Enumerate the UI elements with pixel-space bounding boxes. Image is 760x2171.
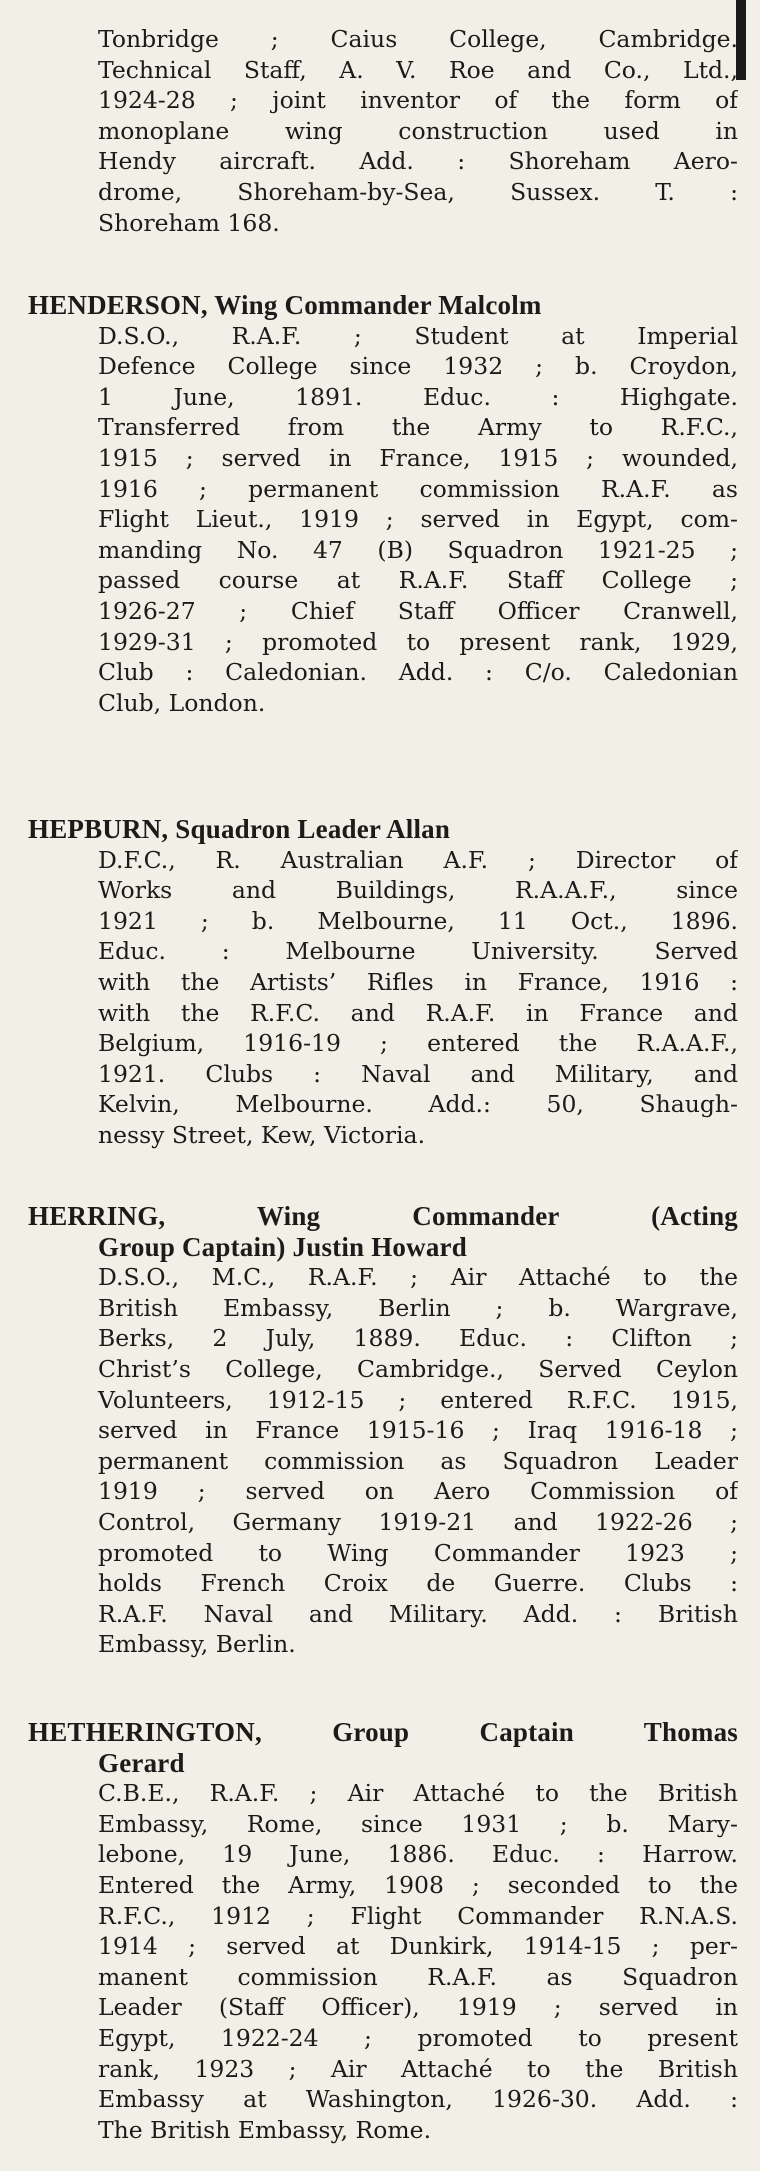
entry-line: Belgium, 1916-19 ; entered the R.A.A.F., <box>98 1029 738 1058</box>
entry-heading: HENDERSON, Wing Commander Malcolm <box>28 290 542 320</box>
entry-line: Christ’s College, Cambridge., Served Ceylon <box>98 1354 738 1383</box>
entry-line: with the Artists’ Rifles in France, 1916 : <box>98 967 738 996</box>
entry-heading-continued: Group Captain) Justin Howard <box>98 1231 467 1262</box>
entry-line: Transferred from the Army to R.F.C., <box>98 413 738 442</box>
entry-hetherington <box>28 1717 738 2145</box>
entry-line: drome, Shoreham-by-Sea, Sussex. T. : <box>98 177 738 206</box>
entry-line: Shoreham 168. <box>98 208 280 237</box>
entry-line: Egypt, 1922-24 ; promoted to present <box>98 2023 738 2052</box>
entry-line: D.F.C., R. Australian A.F. ; Director of <box>98 845 738 874</box>
entry-line: Technical Staff, A. V. Roe and Co., Ltd., <box>98 55 738 84</box>
entry-line: 1919 ; served on Aero Commission of <box>98 1477 738 1506</box>
entry-line: 1 June, 1891. Educ. : Highgate. <box>98 382 738 411</box>
directory-page <box>28 0 746 2171</box>
entry-line: Berks, 2 July, 1889. Educ. : Clifton ; <box>98 1324 738 1353</box>
entry-line: Control, Germany 1919-21 and 1922-26 ; <box>98 1507 738 1536</box>
entry-line: D.S.O., M.C., R.A.F. ; Air Attaché to the <box>98 1263 738 1292</box>
entry-henderson <box>28 290 738 718</box>
entry-line: Works and Buildings, R.A.A.F., since <box>98 876 738 905</box>
entry-line: Embassy, Rome, since 1931 ; b. Mary- <box>98 1809 738 1838</box>
entry-line: Entered the Army, 1908 ; seconded to the <box>98 1870 738 1899</box>
entry-line: Club, London. <box>98 688 266 717</box>
entry-heading: HETHERINGTON, Group Captain Thomas <box>28 1717 738 1747</box>
entry-line: permanent commission as Squadron Leader <box>98 1446 738 1475</box>
entry-line: 1914 ; served at Dunkirk, 1914-15 ; per- <box>98 1932 738 1961</box>
entry-line: 1915 ; served in France, 1915 ; wounded, <box>98 443 738 472</box>
entry-line: 1929-31 ; promoted to present rank, 1929, <box>98 627 738 656</box>
entry-line: manent commission R.A.F. as Squadron <box>98 1962 738 1991</box>
entry-heading: HERRING, Wing Commander (Acting <box>28 1201 738 1231</box>
entry-line: with the R.F.C. and R.A.F. in France and <box>98 998 738 1027</box>
entry-line: C.B.E., R.A.F. ; Air Attaché to the British <box>98 1779 738 1808</box>
entry-line: D.S.O., R.A.F. ; Student at Imperial <box>98 321 738 350</box>
entry-heading: HEPBURN, Squadron Leader Allan <box>28 814 451 844</box>
entry-line: Tonbridge ; Caius College, Cambridge. <box>98 25 738 53</box>
entry-line: Defence College since 1932 ; b. Croydon, <box>98 352 738 381</box>
entry-line: promoted to Wing Commander 1923 ; <box>98 1538 738 1567</box>
entry-line: Embassy at Washington, 1926-30. Add. : <box>98 2085 738 2114</box>
entry-line: holds French Croix de Guerre. Clubs : <box>98 1569 738 1598</box>
entry-line: manding No. 47 (B) Squadron 1921-25 ; <box>98 535 738 564</box>
entry-line: Educ. : Melbourne University. Served <box>98 937 738 966</box>
entry-line: served in France 1915-16 ; Iraq 1916-18 ; <box>98 1416 738 1445</box>
entry-line: lebone, 19 June, 1886. Educ. : Harrow. <box>98 1840 738 1869</box>
entry-line: Embassy, Berlin. <box>98 1630 296 1659</box>
entry-line: Volunteers, 1912-15 ; entered R.F.C. 1915, <box>98 1385 738 1414</box>
entry-hepburn <box>28 814 738 1151</box>
entry-line: Leader (Staff Officer), 1919 ; served in <box>98 1993 738 2022</box>
entry-line: The British Embassy, Rome. <box>98 2115 432 2144</box>
entry-heading-continued: Gerard <box>98 1747 185 1778</box>
entry-line: 1926-27 ; Chief Staff Officer Cranwell, <box>98 596 738 625</box>
entry-herring <box>28 1201 738 1660</box>
entry-line: Kelvin, Melbourne. Add.: 50, Shaugh- <box>98 1090 738 1119</box>
entry-continuation <box>28 24 738 238</box>
entry-line: 1921. Clubs : Naval and Military, and <box>98 1059 738 1088</box>
entry-line: 1924-28 ; joint inventor of the form of <box>98 86 738 115</box>
entry-line: British Embassy, Berlin ; b. Wargrave, <box>98 1293 738 1322</box>
entry-line: rank, 1923 ; Air Attaché to the British <box>98 2054 738 2083</box>
entry-line: monoplane wing construction used in <box>98 116 738 145</box>
entry-line: 1916 ; permanent commission R.A.F. as <box>98 474 738 503</box>
entry-line: Flight Lieut., 1919 ; served in Egypt, com- <box>98 505 738 534</box>
entry-line: R.A.F. Naval and Military. Add. : British <box>98 1599 738 1628</box>
entry-line: passed course at R.A.F. Staff College ; <box>98 566 738 595</box>
entry-line: Club : Caledonian. Add. : C/o. Caledonian <box>98 658 738 687</box>
entry-line: R.F.C., 1912 ; Flight Commander R.N.A.S. <box>98 1901 738 1930</box>
entry-line: Hendy aircraft. Add. : Shoreham Aero- <box>98 147 738 176</box>
entry-line: nessy Street, Kew, Victoria. <box>98 1120 426 1149</box>
entry-line: 1921 ; b. Melbourne, 11 Oct., 1896. <box>98 906 738 935</box>
